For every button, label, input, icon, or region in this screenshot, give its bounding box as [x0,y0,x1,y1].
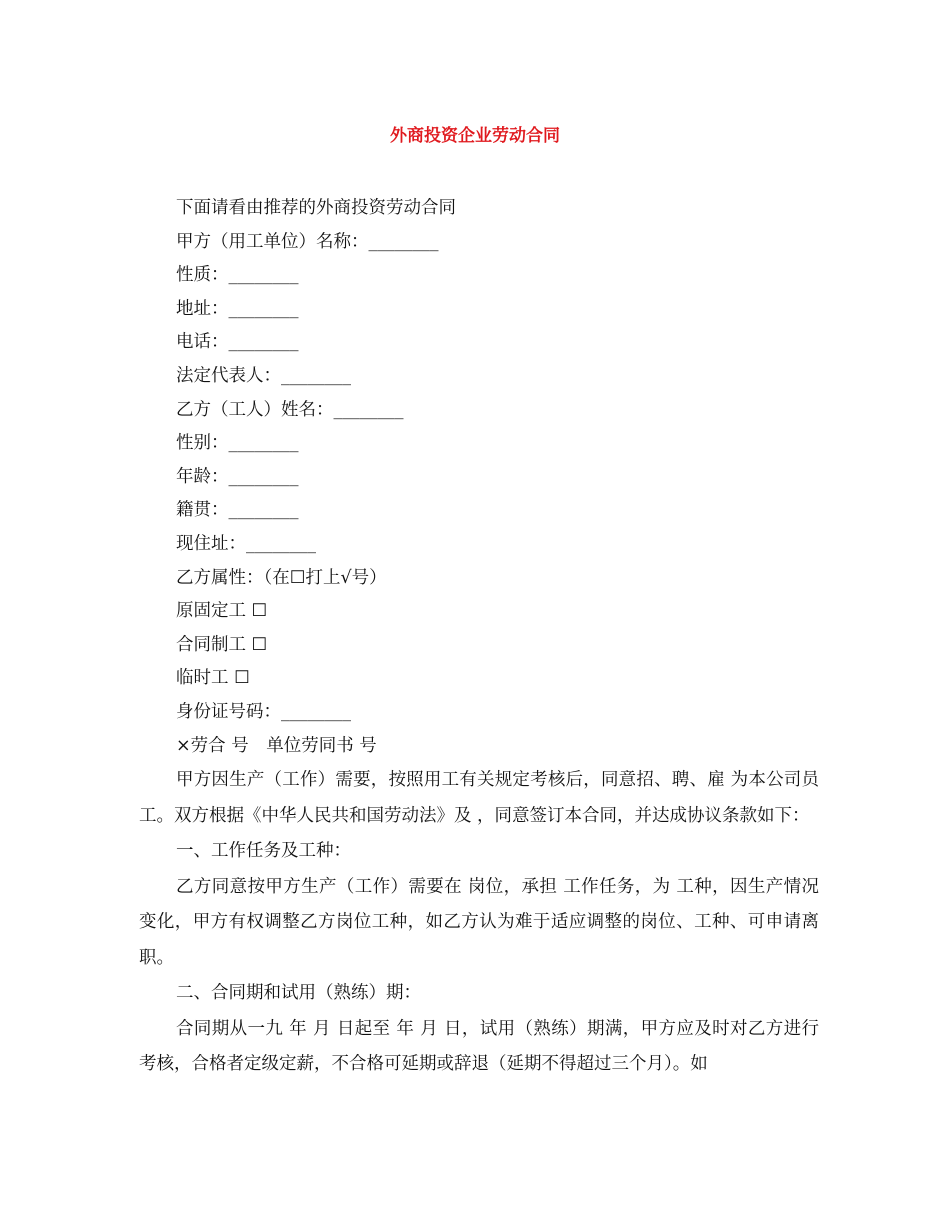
id-number-field: 身份证号码：________ [176,701,351,722]
intro-line: 下面请看由推荐的外商投资劳动合同 [176,198,456,218]
preamble-paragraph: 甲方因生产（工作）需要，按照用工有关规定考核后，同意招、聘、雇 为本公司员工。双方根据《中华人民共和国劳动法》及 ，同意签订本合同，并达成协议条款如下： [139,770,819,826]
legal-representative-field: 法定代表人：________ [176,365,351,386]
section-heading-1: 一、工作任务及工种： [176,841,351,862]
party-b-gender-field: 性别：________ [176,433,299,454]
option-temporary-worker: 临时工 ☐ [176,668,250,689]
party-b-address-field: 现住址：________ [176,533,316,554]
document-title: 外商投资企业劳动合同 [390,126,560,146]
party-a-name-field: 甲方（用工单位）名称：________ [176,231,439,252]
party-a-phone-field: 电话：________ [176,332,299,353]
section-2-paragraph: 合同期从一九 年 月 日起至 年 月 日，试用（熟练）期满，甲方应及时对乙方进行考核，合格者定级定薪，不合格可延期或辞退（延期不得超过三个月）。如 [139,1018,819,1075]
party-b-attribute-label: 乙方属性：（在☐打上√号） [176,567,387,588]
party-b-name-field: 乙方（工人）姓名：________ [176,399,404,420]
contract-number-line: ×劳合 号 单位劳同书 号 [176,735,377,756]
document-body [139,192,819,1083]
party-b-age-field: 年龄：________ [176,466,299,487]
option-fixed-worker: 原固定工 ☐ [176,601,268,622]
party-a-nature-field: 性质：________ [176,265,299,286]
option-contract-worker: 合同制工 ☐ [176,634,268,655]
section-1-paragraph: 乙方同意按甲方生产（工作）需要在 岗位，承担 工作任务，为 工种，因生产情况变化，甲方有权调整乙方岗位工种，如乙方认为难于适应调整的岗位、工种、可申请离职。 [139,876,819,968]
section-heading-2: 二、合同期和试用（熟练）期： [176,983,421,1004]
party-a-address-field: 地址：________ [176,298,299,319]
party-b-native-place-field: 籍贯：________ [176,500,299,521]
